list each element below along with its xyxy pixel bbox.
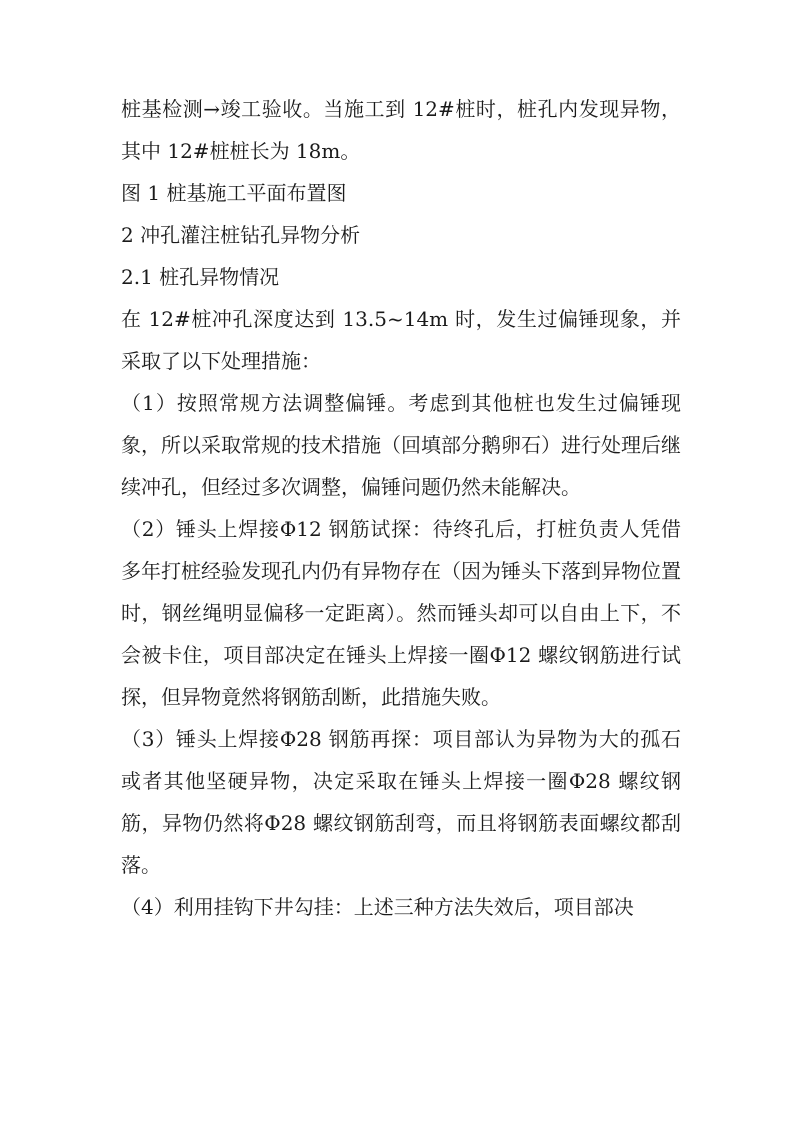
paragraph-situation: 在 12#桩冲孔深度达到 13.5~14m 时，发生过偏锤现象，并采取了以下处理措施： [121, 307, 681, 373]
paragraph-measure-1: （1）按照常规方法调整偏锤。考虑到其他桩也发生过偏锤现象，所以采取常规的技术措施（回填部分鹅卵石）进行处理后继续冲孔，但经过多次调整，偏锤问题仍然未能解决。 [121, 391, 681, 499]
document-body [121, 88, 681, 928]
paragraph-construction-sequence: 桩基检测→竣工验收。当施工到 12#桩时，桩孔内发现异物，其中 12#桩桩长为 18m。 [121, 97, 681, 163]
paragraph-measure-3: （3）锤头上焊接Φ28 钢筋再探：项目部认为异物为大的孤石或者其他坚硬异物，决定采取在锤头上焊接一圈Φ28 螺纹钢筋，异物仍然将Φ28 螺纹钢筋刮弯，而且将钢筋表面螺纹都刮落。 [121, 727, 681, 877]
paragraph-measure-4: （4）利用挂钩下井勾挂：上述三种方法失效后，项目部决 [121, 895, 634, 919]
figure-caption: 图 1 桩基施工平面布置图 [121, 181, 347, 205]
section-heading: 2 冲孔灌注桩钻孔异物分析 [121, 223, 361, 247]
paragraph-measure-2: （2）锤头上焊接Φ12 钢筋试探：待终孔后，打桩负责人凭借多年打桩经验发现孔内仍有异物存在（因为锤头下落到异物位置时，钢丝绳明显偏移一定距离）。然而锤头却可以自由上下，不会被卡住，项目部决定在锤头上焊接一圈Φ12 螺纹钢筋进行试探，但异物竟然将钢筋刮断，此措施失败。 [121, 517, 681, 709]
subsection-heading: 2.1 桩孔异物情况 [121, 265, 280, 289]
